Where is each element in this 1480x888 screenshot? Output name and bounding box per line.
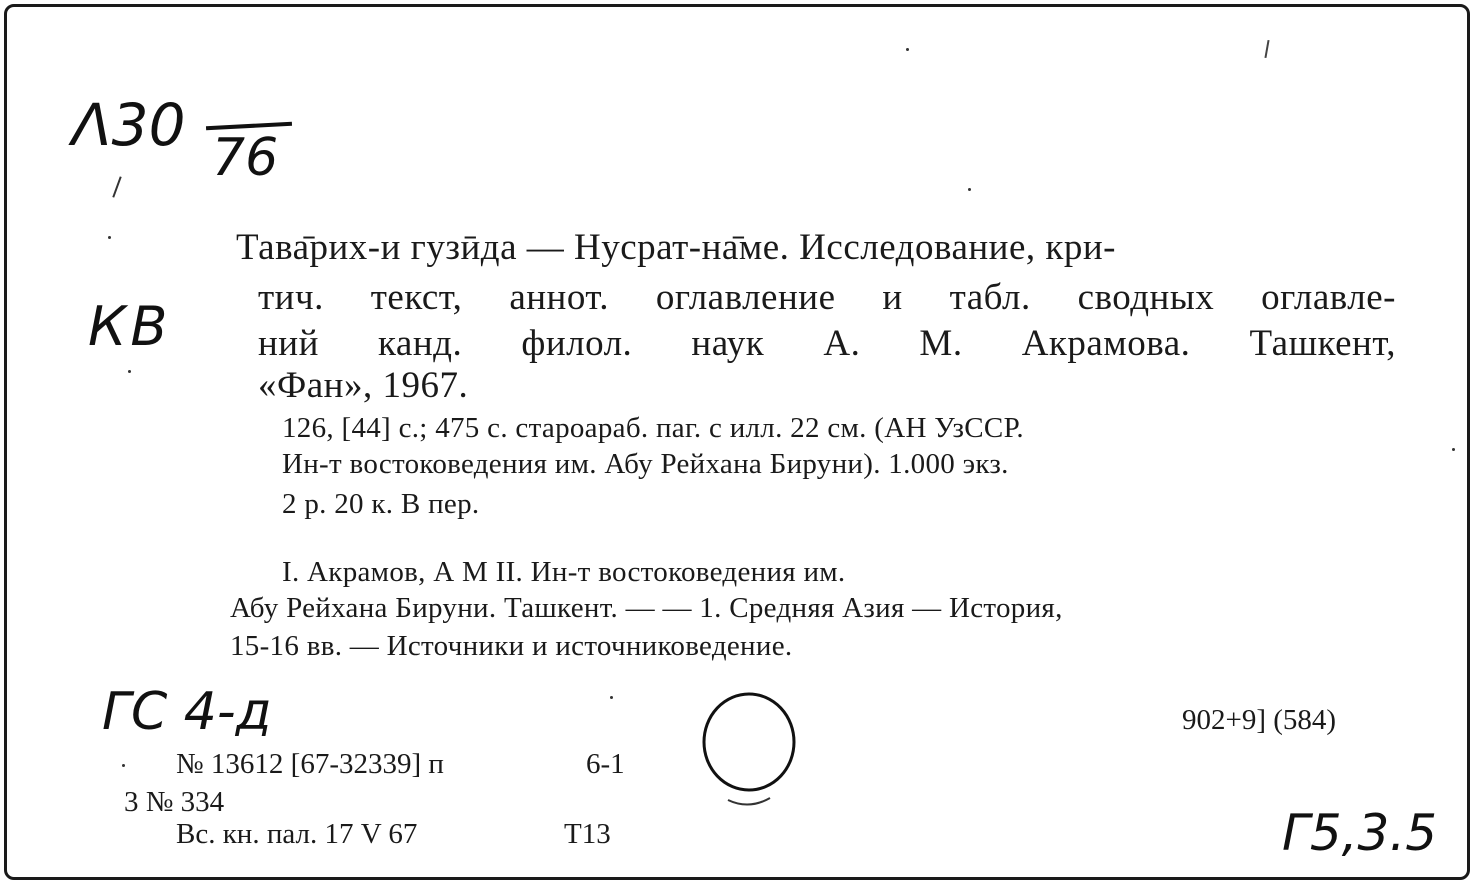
title-line-3: ний канд. филол. наук А. М. Акрамова. Ташкент, [258, 323, 1396, 364]
classification-code: 902+9] (584) [1182, 704, 1337, 736]
title-line-4: «Фан», 1967. [258, 365, 469, 406]
tracing-line-2: Абу Рейхана Бируни. Ташкент. — — 1. Средняя Азия — История, [230, 592, 1063, 624]
physical-description-line-1: 126, [44] с.; 475 с. староараб. паг. с илл. 22 см. (АН УзССР. [282, 412, 1024, 444]
physical-description-line-3: 2 р. 20 к. В пер. [282, 488, 480, 520]
title-line-2: тич. текст, аннот. оглавление и табл. сводных оглавле- [258, 277, 1396, 318]
card-number: № 13612 [67-32339] п [176, 748, 444, 780]
handwritten-code-right: Г5,3.5 [1282, 804, 1438, 862]
speck [122, 764, 125, 767]
speck [968, 188, 971, 191]
tracing-line-1: I. Акрамов, А М II. Ин-т востоковедения им. [282, 556, 846, 588]
title-line-1: Тава̄рих-и гузӣда — Нусрат-на̄ме. Исследование, кри- [236, 227, 1116, 268]
speck [1452, 448, 1455, 451]
speck [128, 370, 131, 373]
printing-code: Т13 [564, 818, 611, 850]
physical-description-line-2: Ин-т востоковедения им. Абу Рейхана Бируни). 1.000 экз. [282, 448, 1009, 480]
tracing-line-3: 15-16 вв. — Источники и источниковедение. [230, 630, 793, 662]
order-number: 3 № 334 [124, 786, 225, 818]
speck [610, 696, 613, 699]
handwritten-shelf-mark: КВ [88, 295, 172, 358]
book-chamber-line: Вс. кн. пал. 17 V 67 [176, 818, 418, 850]
handwritten-code-left: ГС 4-д [102, 682, 272, 742]
speck [108, 236, 111, 239]
stamp-circle-icon [700, 692, 800, 812]
handwritten-call-number-fraction: 76 [212, 128, 279, 188]
card-batch: 6-1 [586, 748, 625, 780]
handwritten-call-number: Λ30 [72, 91, 186, 159]
speck [906, 48, 909, 51]
